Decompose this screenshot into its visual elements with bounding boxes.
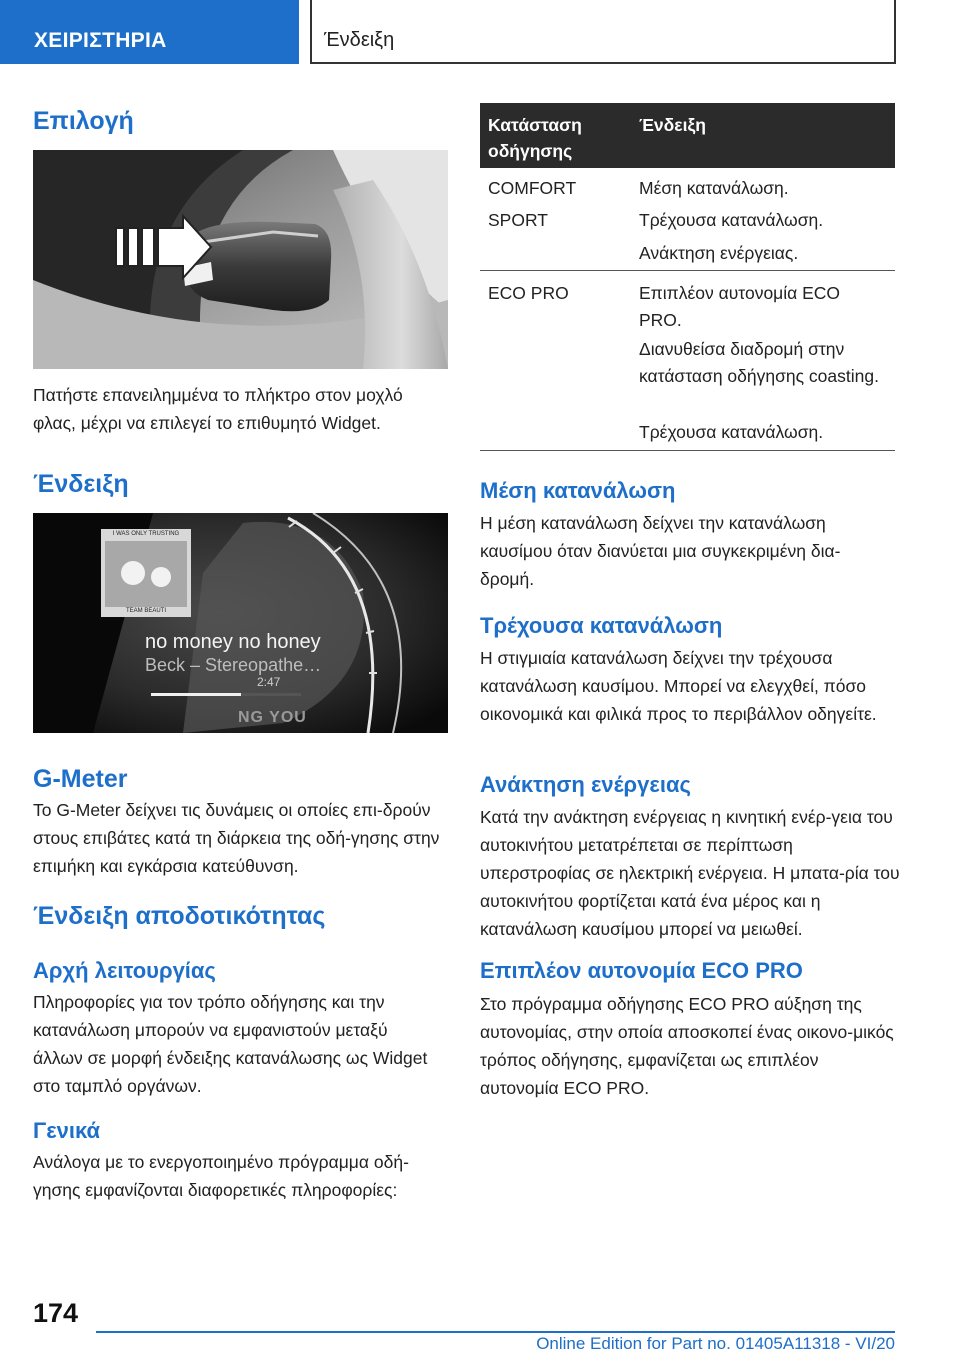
general-text: Ανάλογα με το ενεργοποιημένο πρόγραμμα οδή-γησης εμφανίζονται διαφορετικές πληροφορίες: (33, 1152, 409, 1200)
display-heading: Ένδειξη (33, 470, 129, 498)
energy-recovery-heading: Ανάκτηση ενέργειας (480, 772, 691, 797)
ecopro-range-heading: Επιπλέον αυτονομία ECO PRO (480, 958, 803, 983)
current-consumption-text: Η στιγμιαία κατανάλωση δείχνει την τρέχουσα κατανάλωση καυσίμου. Μπορεί να ελεγχθεί, πόσο οικονομικά και φιλικά προς το περιβάλλον οδηγείτε. (480, 648, 877, 724)
page-number: 174 (33, 1298, 79, 1328)
instrument-display-image (33, 513, 448, 733)
song-title: no money no honey (145, 631, 321, 653)
table-row-1-display-2: Τρέχουσα κατανάλωση. (639, 210, 824, 230)
table-bottom-rule (480, 450, 895, 451)
section-tab (0, 0, 299, 64)
principle-text: Πληροφορίες για τον τρόπο οδήγησης και την κατανάλωση μπορούν να εμφανιστούν μεταξύ άλλων σε μορφή ένδειξης κατανάλωσης ως Widget στο ταμπλό οργάνων. (33, 992, 428, 1096)
selection-heading: Επιλογή (33, 107, 134, 135)
table-row-1-mode-1: COMFORT (488, 178, 577, 198)
table-row-2-display-1: Επιπλέον αυτονομία ECO PRO. (639, 283, 841, 330)
table-header-mode: Κατάσταση οδήγησης (488, 115, 582, 161)
edition-footer: Online Edition for Part no. 01405A11318 - VI/20 (536, 1334, 895, 1353)
table-header (480, 103, 895, 168)
display-illustration (33, 513, 448, 733)
progress-bar (151, 693, 241, 696)
album-label-top: I WAS ONLY TRUSTING (112, 531, 180, 537)
energy-recovery-text: Κατά την ανάκτηση ενέργειας η κινητική ενέρ-γεια του αυτοκινήτου μετατρέπεται σε περίπτωση υπερστροφίας σε ηλεκτρική ενέργεια. Η μπατα-ρία του αυτοκινήτου φορτίζεται κατά ένα μέρος και η κατανάλωση καυσίμου μπορεί να μειωθεί. (480, 807, 900, 939)
song-time: 2:47 (257, 675, 281, 689)
turn-signal-stalk-image (33, 150, 448, 369)
topic-header (310, 0, 896, 64)
current-consumption-heading: Τρέχουσα κατανάλωση (480, 613, 723, 638)
section-title: ΧΕΙΡΙΣΤΗΡΙΑ (34, 29, 167, 52)
song-artist: Beck – Stereopathe… (145, 655, 322, 675)
table-row-1-mode-2: SPORT (488, 210, 548, 230)
ecopro-range-text: Στο πρόγραμμα οδήγησης ECO PRO αύξηση της αυτονομίας, στην οποία αποσκοπεί ένας οικονο-μικός τρόπος οδήγησης, εμφανίζεται ως επιπλέον αυτονομία ECO PRO. (480, 994, 894, 1098)
table-header-display: Ένδειξη (639, 115, 706, 135)
selection-text: Πατήστε επανειλημμένα το πλήκτρο στον μοχλό φλας, μέχρι να επιλεγεί το επιθυμητό Widget. (33, 385, 403, 433)
general-heading: Γενικά (33, 1118, 101, 1143)
stalk-illustration (33, 150, 448, 369)
background-text: NG YOU (238, 709, 307, 726)
principle-heading: Αρχή λειτουργίας (33, 958, 216, 983)
table-row-2-display-2: Διανυθείσα διαδρομή στην κατάσταση οδήγησης coasting. (639, 339, 879, 386)
table-divider (480, 270, 895, 271)
album-label-bottom: TEAM BEAUTI (125, 608, 166, 614)
avg-consumption-text: Η μέση κατανάλωση δείχνει την κατανάλωση καυσίμου όταν διανύεται μια συγκεκριμένη δια-δρομή. (480, 513, 841, 589)
table-row-2-display-3: Τρέχουσα κατανάλωση. (639, 422, 824, 442)
avg-consumption-heading: Μέση κατανάλωση (480, 478, 676, 503)
table-row-1-display-1: Μέση κατανάλωση. (639, 178, 789, 198)
efficiency-heading: Ένδειξη αποδοτικότητας (33, 902, 326, 930)
table-row-1-display-3: Ανάκτηση ενέργειας. (639, 243, 799, 263)
gmeter-text: Το G-Meter δείχνει τις δυνάμεις οι οποίες επι-δρούν στους επιβάτες κατά τη διάρκεια της οδή-γησης στην επιμήκη και εγκάρσια κατεύθυνση. (33, 800, 440, 876)
topic-title: Ένδειξη (324, 29, 395, 51)
footer-rule (96, 1331, 895, 1333)
gmeter-heading: G-Meter (33, 765, 128, 793)
table-row-2-mode-1: ECO PRO (488, 283, 569, 303)
